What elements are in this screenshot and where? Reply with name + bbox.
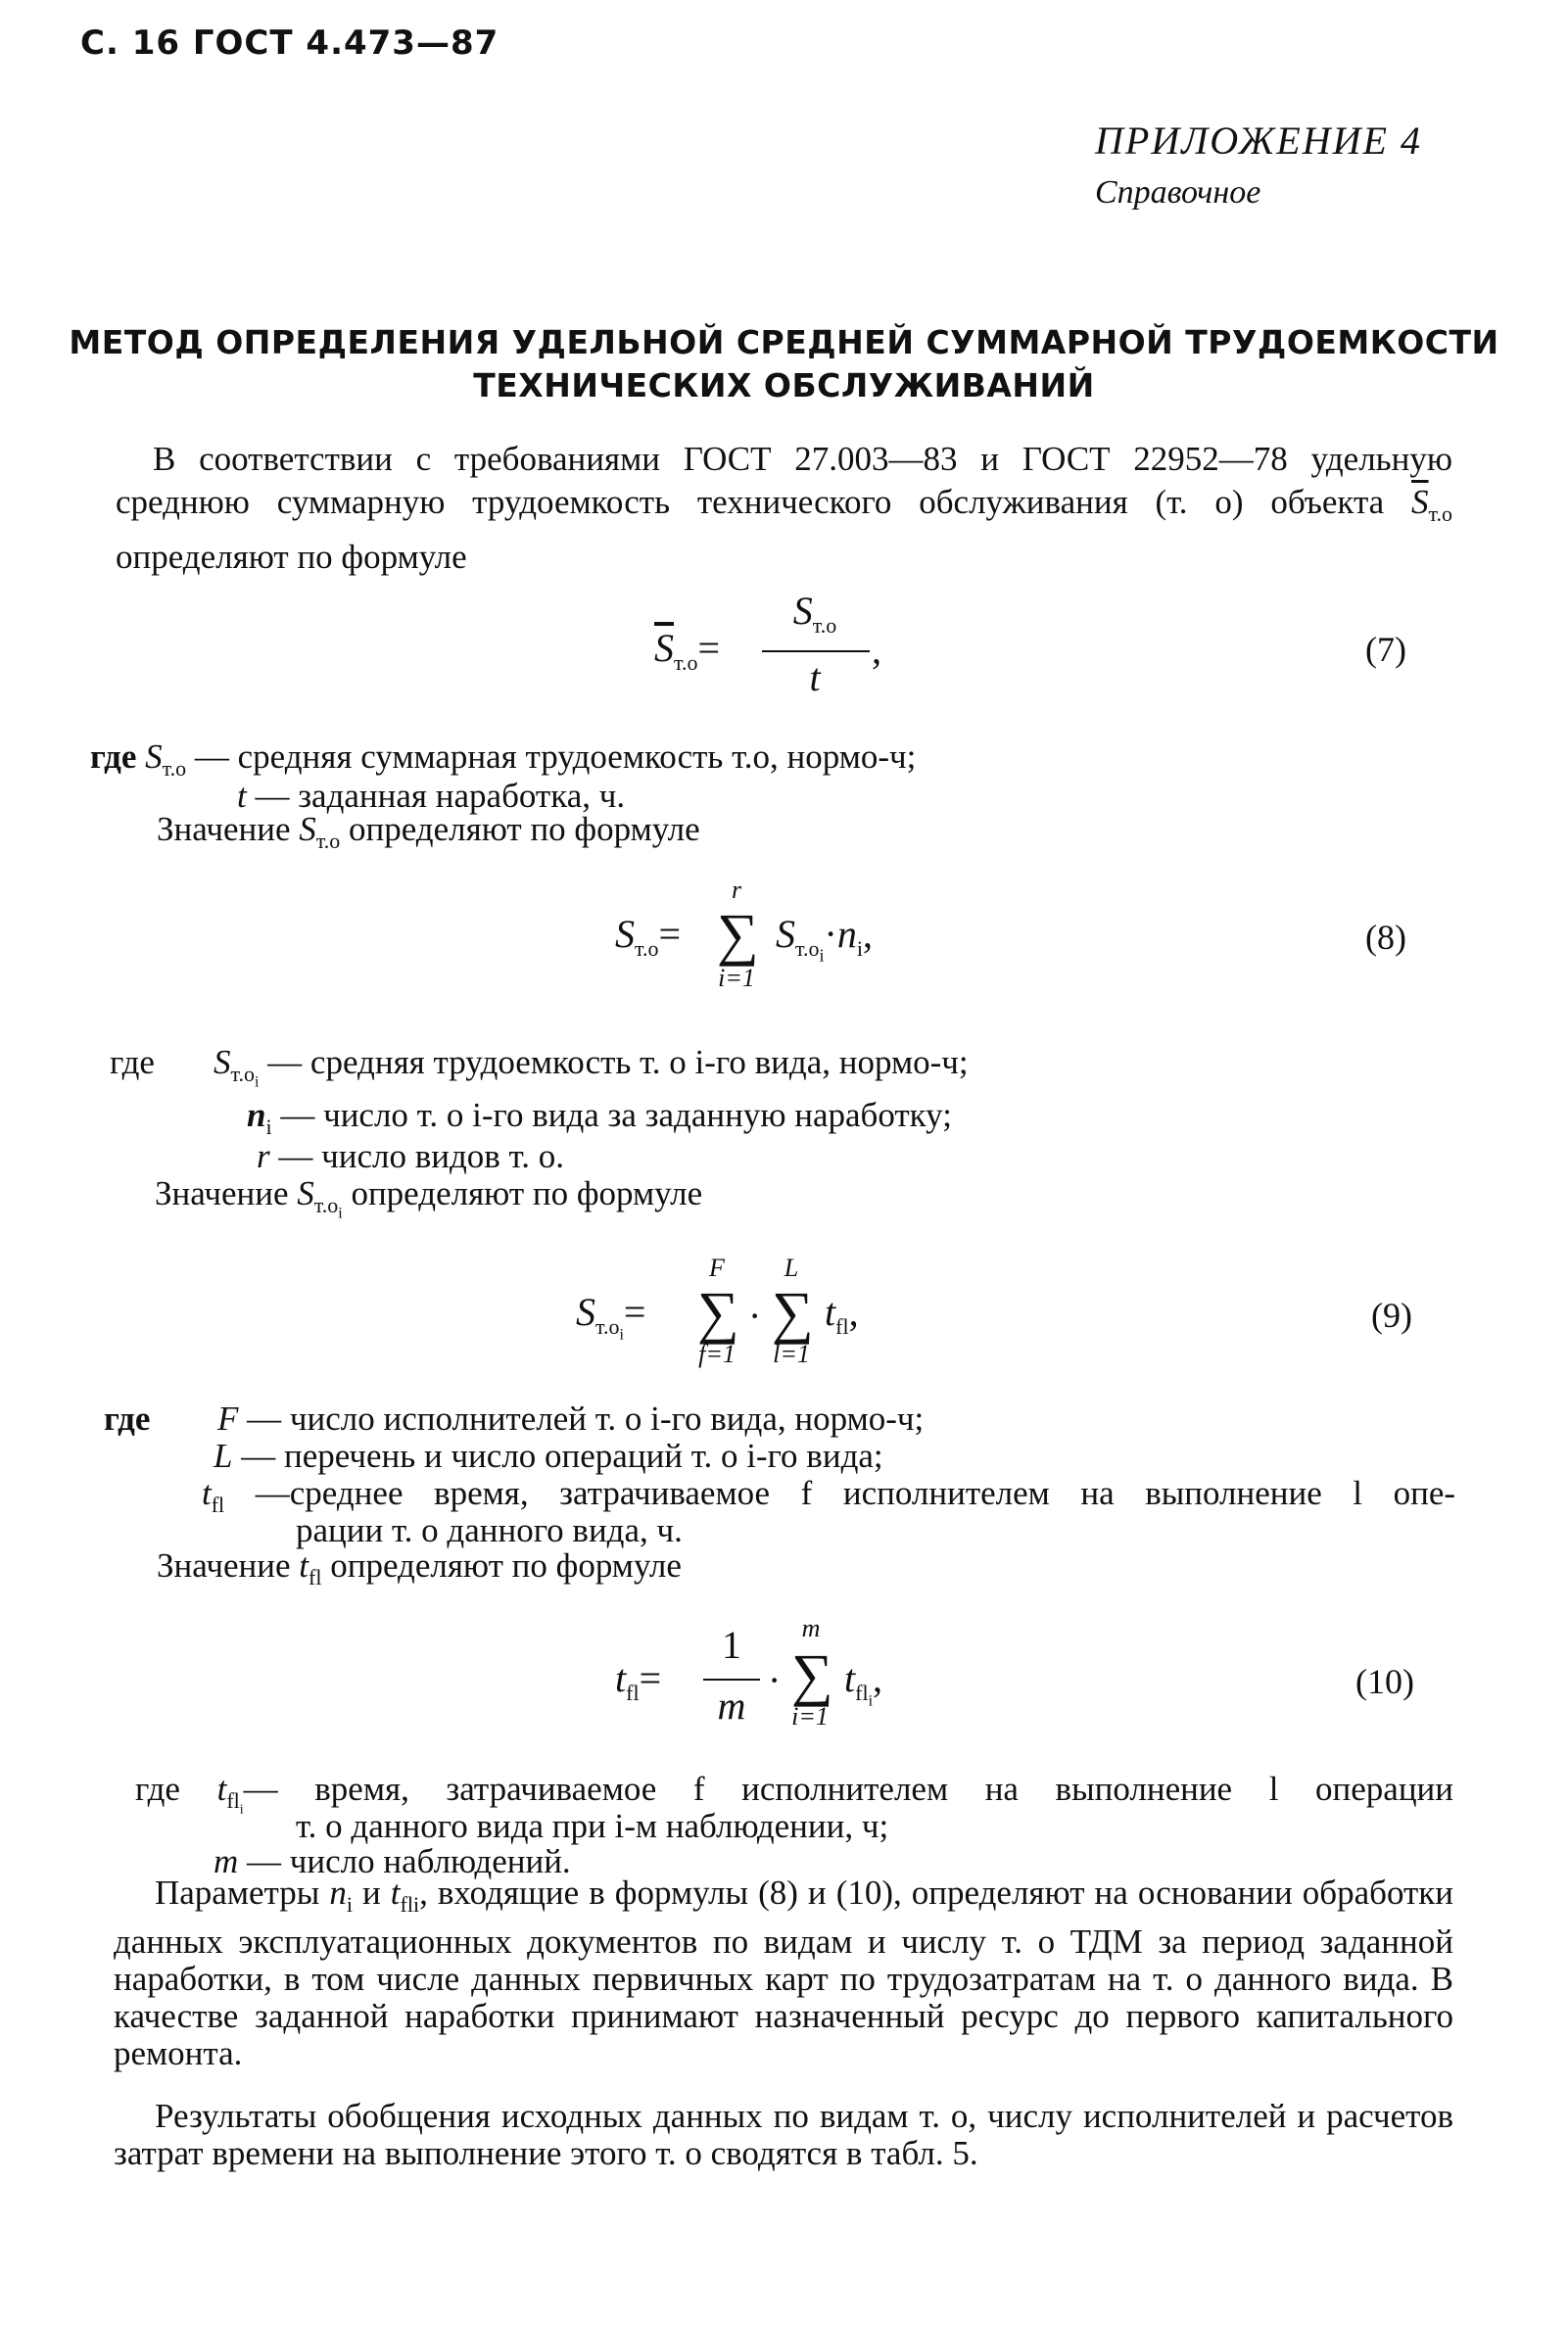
where10-m: m [214,1842,239,1880]
intro-symbol-sub: т.о [1428,501,1453,526]
formula-9-number: (9) [1371,1296,1412,1335]
formula-10-number: (10) [1355,1662,1414,1701]
where9-item1: — число исполнителей т. о i-го вида, нормо-ч; [247,1400,925,1438]
where7-value-s: S [299,810,316,848]
formula-10-denominator: m [717,1684,746,1728]
intro-text: В соответствии с требованиями ГОСТ 27.003—83 и ГОСТ 22952—78 удельную среднюю суммарную трудоемкость технического обслуживания (т. о) объекта [116,440,1452,521]
formula-10-lhs: $t_{fl}=$ [615,1656,662,1705]
intro-symbol-s: $\overline{S}$ [1411,483,1429,521]
formula-7-num-s: S [792,589,813,633]
params-pre: Параметры [155,1874,320,1912]
where10-item1a: — время, затрачиваемое f исполнителем на выполнение l операции [243,1770,1454,1808]
formula-8-rhs-sub: т.оi [795,936,825,966]
formula-7-lhs-sub: т.о [674,650,698,675]
where7-s-sub: т.о [162,756,187,781]
params-paragraph: Параметры $n_i$ и $t_{fli}$, входящие в формулы (8) и (10), определяют на основании обработки данных эксплуатационных документов по видам и числу т. о ТДМ за период заданной наработки, в том числе данных первичных карт по трудозатратам на т. о данного вида. В качестве заданной наработки принимают назначенный ресурс до первого капитального ремонта. [114,1874,1454,2072]
where10-tfli: $t_{fl_i}$ [216,1770,244,1818]
formula-9-lower1: f=1 [698,1340,736,1368]
intro-tail: определяют по формуле [116,538,467,576]
where7-t: t [237,777,247,815]
formula-7-lhs: $\overline{S}_{т.о}=$ [654,626,721,675]
where8-item2: — число т. о i-го вида за заданную наработку; [280,1096,952,1134]
where9-l: L [214,1437,233,1475]
where8-value-post: определяют по формуле [351,1174,703,1212]
where10-gde: где [135,1770,180,1808]
appendix-type: Справочное [1095,174,1261,211]
where10-item2: — число наблюдений. [247,1842,571,1880]
formula-8-rhs-s: S [776,912,795,956]
formula-9-lhs: $S_{т.о_i}=$ [576,1290,646,1344]
formula-7-numerator [766,588,864,639]
formula-7-fraction-bar [762,650,870,652]
formula-10-sigma: ∑ [791,1642,833,1707]
where9-item3a: —среднее время, затрачиваемое f исполнителем на выполнение l опе- [255,1474,1456,1512]
where9-item3b: рации т. о данного вида, ч. [296,1511,683,1549]
formula-8-sigma: ∑ [717,902,759,967]
formula-9-rhs: $t_{fl}$, [825,1290,859,1339]
where8-item1: — средняя трудоемкость т. о i-го вида, нормо-ч; [267,1043,969,1081]
formula-9-upper2: L [784,1254,799,1282]
where9-gde: где [104,1400,151,1438]
where8-r: r [257,1137,270,1175]
formula-7-number: (7) [1365,630,1406,669]
where9-tfl: $t_{fl}$ [202,1474,225,1517]
results-paragraph: Результаты обобщения исходных данных по видам т. о, числу исполнителей и расчетов затрат времени на выполнение этого т. о сводятся в табл. 5. [114,2097,1453,2172]
formula-9-sigma2: ∑ [772,1280,814,1345]
formula-9-dot: · [748,1294,762,1338]
where8-n: n [247,1096,266,1134]
where7-gde: где [90,737,137,776]
where8-gde: где [110,1043,155,1081]
formula-9-lower2: l=1 [773,1340,810,1368]
where7-value-post: определяют по формуле [349,810,700,848]
formula-10-dot: · [768,1658,782,1702]
section-title-line2: ТЕХНИЧЕСКИХ ОБСЛУЖИВАНИЙ [473,366,1095,404]
where9-value-pre: Значение [157,1546,291,1585]
section-title-line1: МЕТОД ОПРЕДЕЛЕНИЯ УДЕЛЬНОЙ СРЕДНЕЙ СУММАРНОЙ ТРУДОЕМКОСТИ [69,323,1499,361]
formula-8-s: S [615,912,635,956]
appendix-label: ПРИЛОЖЕНИЕ 4 [1095,119,1422,163]
where7-s: S [145,737,163,776]
formula-10-rhs: $t_{fl_i}$, [844,1656,883,1710]
formula-10-upper: m [801,1614,821,1642]
formula-7-num-sub: т.о [812,613,837,638]
where7-item2: — заданная наработка, ч. [255,777,626,815]
where9-item2: — перечень и число операций т. о i-го вида; [241,1437,883,1475]
intro-paragraph [116,438,1452,579]
where7-value-sub: т.о [315,829,341,853]
where9-value-post: определяют по формуле [330,1546,682,1585]
formula-9-upper1: F [709,1254,725,1282]
params-text: , входящие в формулы (8) и (10), определяют на основании обработки данных эксплуатационных документов по видам и числу т. о ТДМ за период заданной наработки, в том числе данных первичных карт по трудозатратам на т. о данного вида. В качестве заданной наработки принимают назначенный ресурс до первого капитального ремонта. [114,1874,1454,2072]
formula-8-s-sub: т.о [635,936,659,961]
formula-7-s-bar: $\overline{S}$ [654,626,674,670]
where8-s-sub: т.оi [230,1062,260,1091]
page-header: С. 16 ГОСТ 4.473—87 [80,24,499,63]
formula-10-lower: i=1 [791,1702,829,1731]
where8-value-s: S [297,1174,314,1212]
formula-8-lower: i=1 [718,964,755,992]
where8-value-pre: Значение [155,1174,289,1212]
where7-value-pre: Значение [157,810,291,848]
formula-7-denominator: t [809,655,821,699]
formula-10-numerator: 1 [722,1623,741,1667]
formula-8-lhs: $S_{т.о}=$ [615,912,682,961]
where8-s: S [214,1043,231,1081]
formula-9-sigma1: ∑ [697,1280,739,1345]
where8-item3: — число видов т. о. [278,1137,564,1175]
formula-8-rhs: $S_{т.о_i}\cdot n_i$, [776,912,873,966]
formula-10-fraction-bar [703,1679,760,1681]
where10-item1b: т. о данного вида при i-м наблюдении, ч; [296,1807,889,1845]
where7-item1: — средняя суммарная трудоемкость т.о, нормо-ч; [194,737,917,776]
formula-8-number: (8) [1365,918,1406,957]
where9-f: F [217,1400,239,1438]
formula-8-upper: r [731,876,742,904]
